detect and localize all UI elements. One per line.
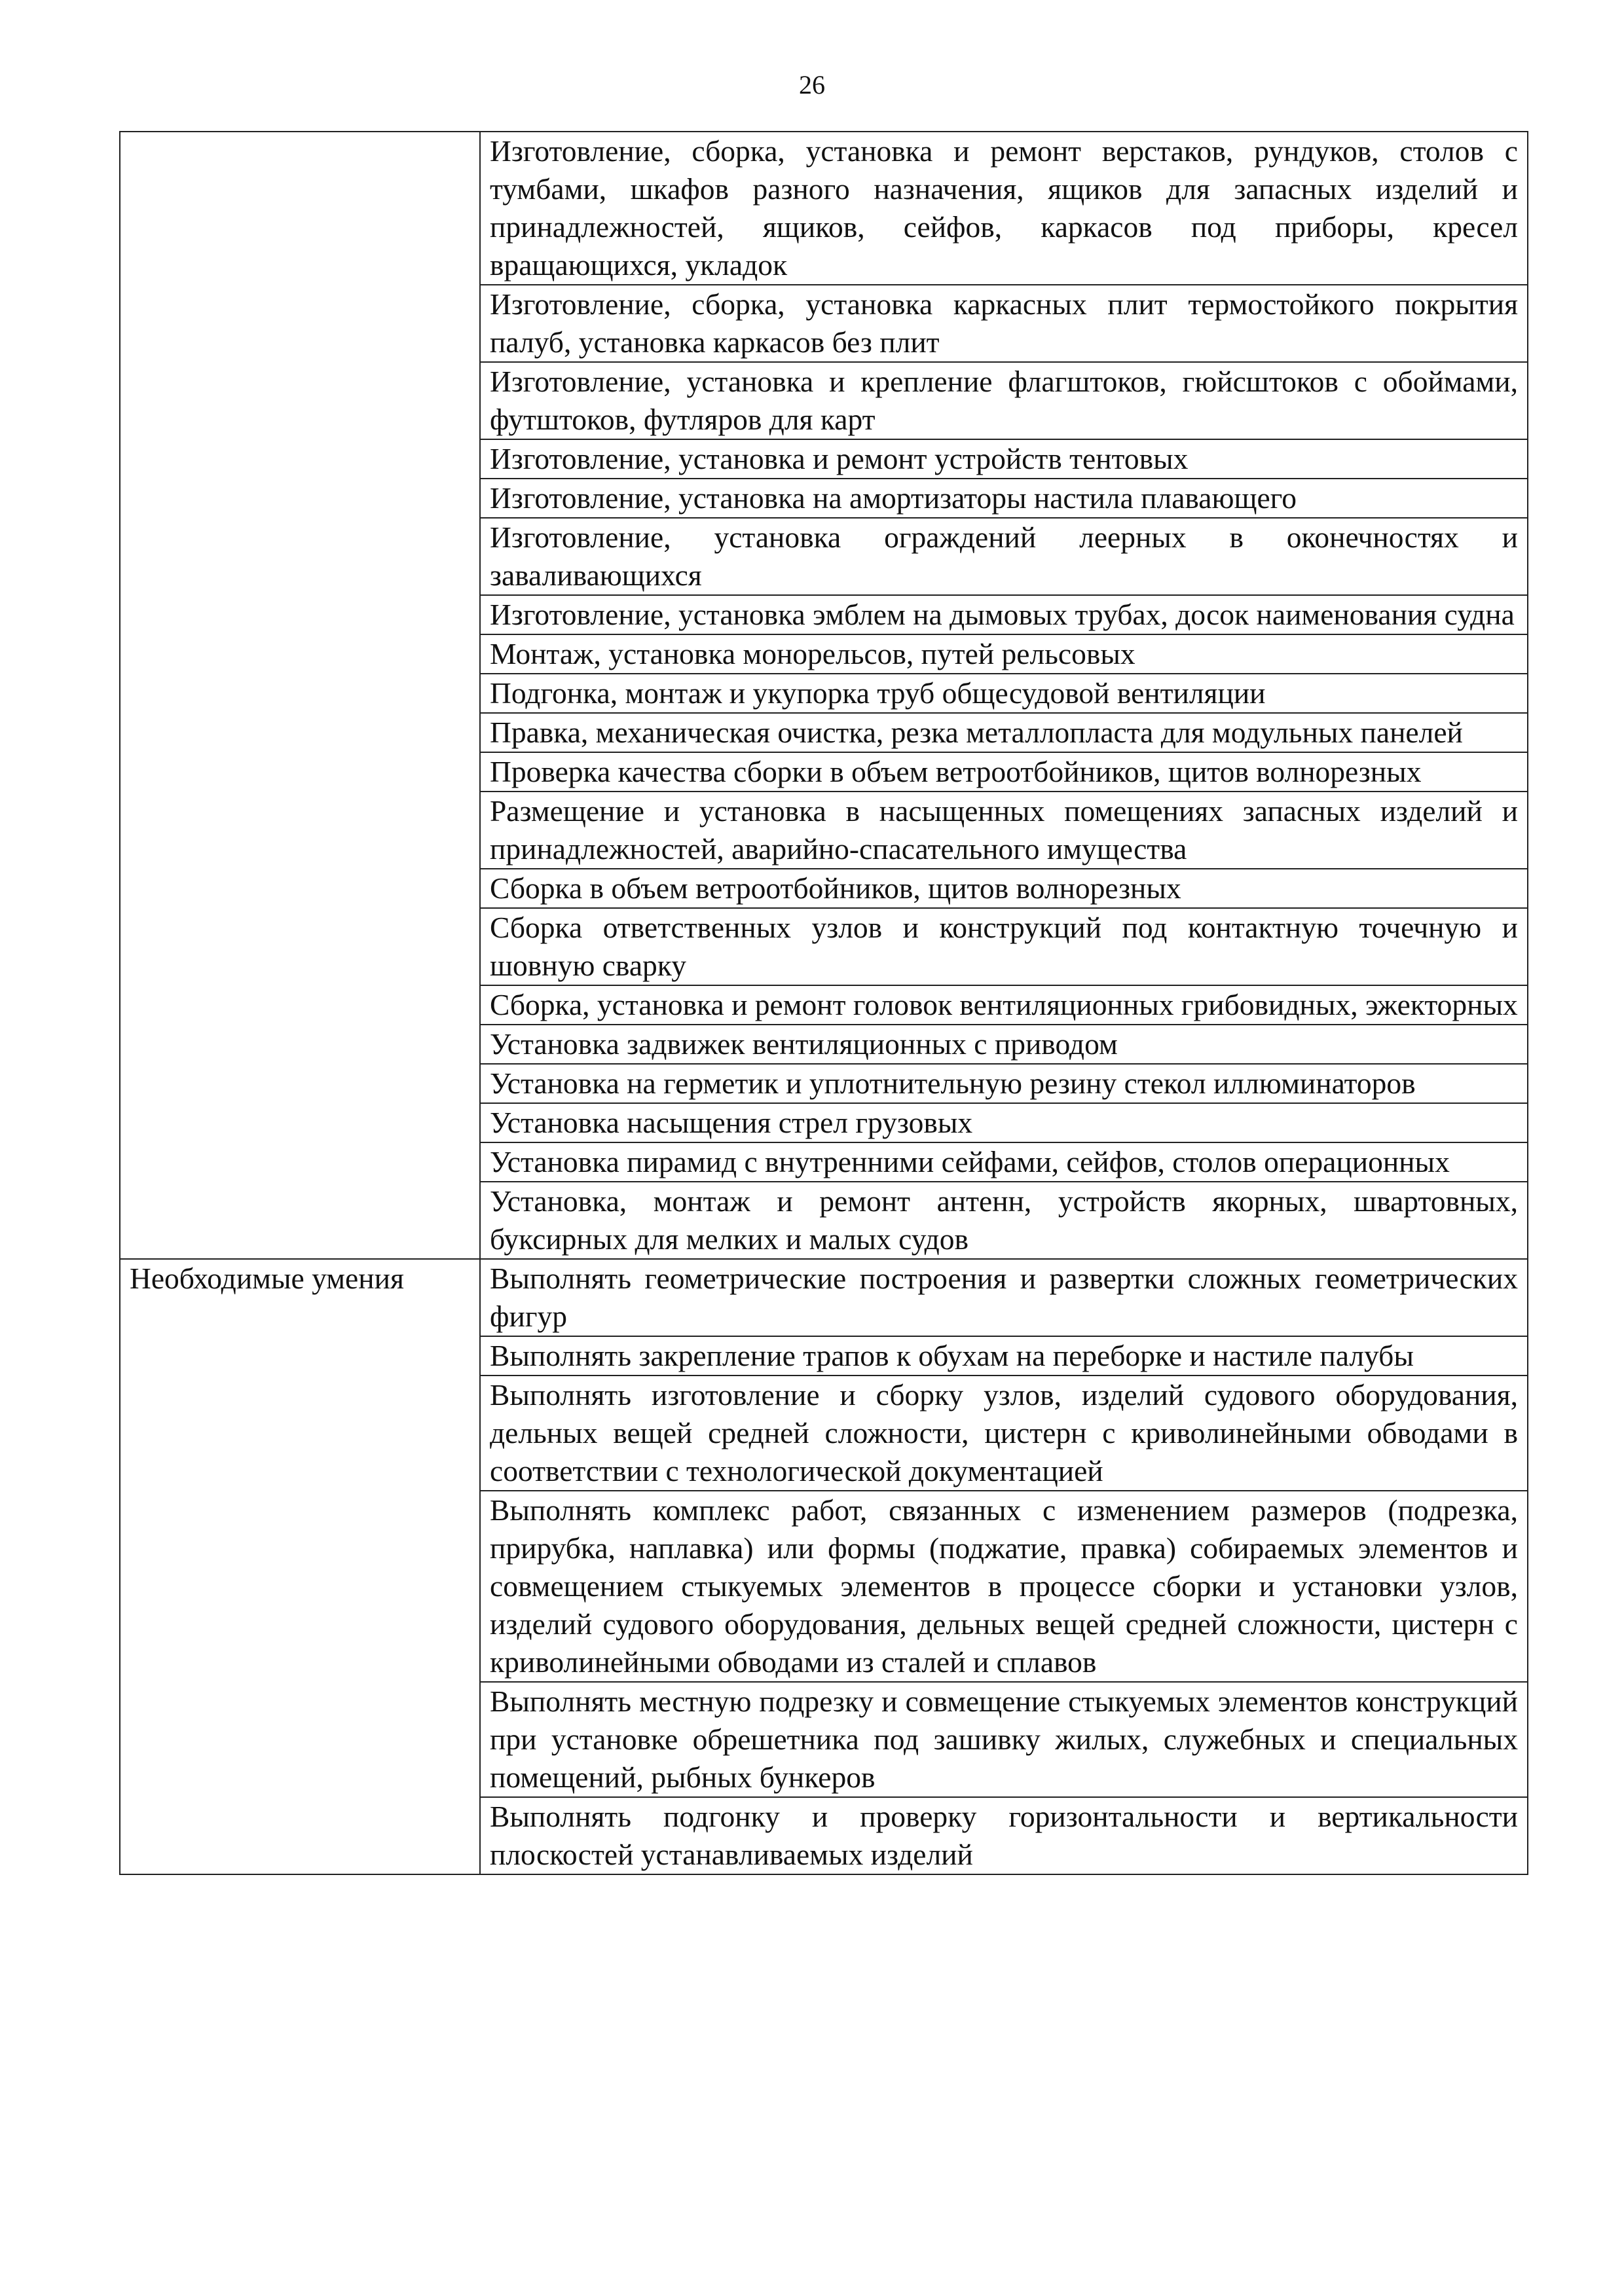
- table-cell-item: Выполнять местную подрезку и совмещение стыкуемых элементов конструкций при установке обрешетника под зашивку жилых, служебных и специальных помещений, рыбных бункеров: [480, 1682, 1528, 1797]
- competency-table: [119, 131, 1528, 1875]
- table-cell-item: Монтаж, установка монорельсов, путей рельсовых: [480, 634, 1528, 674]
- table-row: [120, 132, 1528, 285]
- table-cell-item: Проверка качества сборки в объем ветроотбойников, щитов волнорезных: [480, 752, 1528, 792]
- table-cell-item: Подгонка, монтаж и укупорка труб общесудовой вентиляции: [480, 674, 1528, 713]
- table-cell-item: Установка, монтаж и ремонт антенн, устройств якорных, швартовных, буксирных для мелких и малых судов: [480, 1182, 1528, 1259]
- table-cell-item: Изготовление, установка и крепление флагштоков, гюйсштоков с обоймами, футштоков, футляров для карт: [480, 362, 1528, 439]
- table-cell-item: Сборка в объем ветроотбойников, щитов волнорезных: [480, 869, 1528, 908]
- table-cell-item: Правка, механическая очистка, резка металлопласта для модульных панелей: [480, 713, 1528, 752]
- table-cell-item: Изготовление, сборка, установка каркасных плит термостойкого покрытия палуб, установка каркасов без плит: [480, 285, 1528, 362]
- table-row: [120, 1259, 1528, 1336]
- table-cell-item: Установка на герметик и уплотнительную резину стекол иллюминаторов: [480, 1064, 1528, 1103]
- table-cell-item: Изготовление, установка эмблем на дымовых трубах, досок наименования судна: [480, 595, 1528, 634]
- table-cell-item: Изготовление, установка и ремонт устройств тентовых: [480, 439, 1528, 479]
- table-cell-item: Изготовление, установка ограждений леерных в оконечностях и заваливающихся: [480, 518, 1528, 595]
- page-number: 26: [799, 70, 825, 100]
- table-cell-item: Сборка, установка и ремонт головок вентиляционных грибовидных, эжекторных: [480, 985, 1528, 1025]
- table-cell-item: Выполнять подгонку и проверку горизонтальности и вертикальности плоскостей устанавливаемых изделий: [480, 1797, 1528, 1874]
- table-cell-item: Установка насыщения стрел грузовых: [480, 1103, 1528, 1142]
- table-cell-item: Выполнять геометрические построения и развертки сложных геометрических фигур: [480, 1259, 1528, 1336]
- table-cell-item: Выполнять комплекс работ, связанных с изменением размеров (подрезка, прирубка, наплавка) или формы (поджатие, правка) собираемых элементов и совмещением стыкуемых элементов в процессе сборки и установки узлов, изделий судового оборудования, дельных вещей средней сложности, цистерн с криволинейными обводами из сталей и сплавов: [480, 1491, 1528, 1682]
- table-body: [120, 132, 1528, 1874]
- table-cell-item: Изготовление, сборка, установка и ремонт верстаков, рундуков, столов с тумбами, шкафов разного назначения, ящиков для запасных изделий и принадлежностей, ящиков, сейфов, каркасов под приборы, кресел вращающихся, укладок: [480, 132, 1528, 285]
- section-label: [120, 132, 480, 1259]
- table-cell-item: Выполнять закрепление трапов к обухам на переборке и настиле палубы: [480, 1336, 1528, 1376]
- table-cell-item: Сборка ответственных узлов и конструкций под контактную точечную и шовную сварку: [480, 908, 1528, 985]
- table-cell-item: Размещение и установка в насыщенных помещениях запасных изделий и принадлежностей, аварийно-спасательного имущества: [480, 792, 1528, 869]
- table-cell-item: Изготовление, установка на амортизаторы настила плавающего: [480, 479, 1528, 518]
- table-cell-item: Установка пирамид с внутренними сейфами, сейфов, столов операционных: [480, 1142, 1528, 1182]
- section-label: Необходимые умения: [120, 1259, 480, 1874]
- table-cell-item: Установка задвижек вентиляционных с приводом: [480, 1025, 1528, 1064]
- table-cell-item: Выполнять изготовление и сборку узлов, изделий судового оборудования, дельных вещей средней сложности, цистерн с криволинейными обводами в соответствии с технологической документацией: [480, 1376, 1528, 1491]
